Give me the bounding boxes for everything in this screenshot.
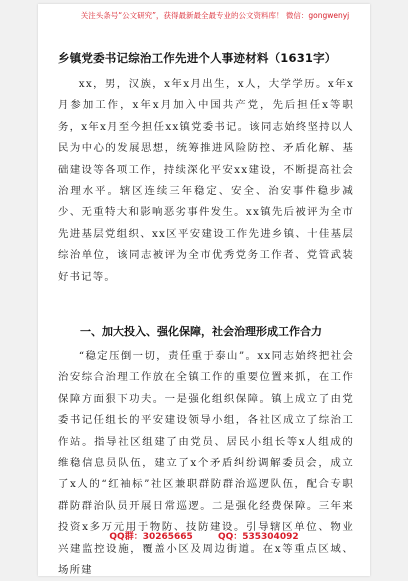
section-1-paragraph: “稳定压倒一切，责任重于泰山”。xx同志始终把社会治安综合治理工作放在全镇工作的重要位置来抓，在工作保障方面狠下功夫。一是强化组织保障。镇上成立了由党委书记任组长的平安建设领导小组，各社区成立了综治工作站。指导社区组建了由党员、居民小组长等x人组成的维稳信息员队伍，建立了x个矛盾纠纷调解委员会，成立了x人的“红袖标”社区兼职群防群治巡逻队伍，配合专职群防群治队员开展日常巡逻。二是强化经费保障。三年来投资x多万元用于物防、技防建设。引导辖区单位、物业兴建监控设施，覆盖小区及周边街道。在x等重点区域、场所建 — [58, 350, 354, 577]
qq-group-text: QQ群：30265665 — [109, 532, 193, 542]
intro-section — [58, 74, 354, 288]
qq-contact-text: QQ：535304092 — [217, 532, 299, 542]
document-title: 乡镇党委书记综治工作先进个人事迹材料（1631字） — [58, 51, 337, 65]
intro-paragraph: xx，男，汉族，x年x月出生，x人，大学学历。x年x月参加工作，x年x月加入中国共产党，先后担任x等职务，x年x月至今担任xx镇党委书记。该同志始终坚持以人民为中心的发展思想，统筹推进风险防控、矛盾化解、基础建设等各项工作，持续深化平安xx建设，不断提高社会治理水平。辖区连续三年稳定、安全、治安事件稳步减少、无重特大和影响恶劣事件发生。xx镇先后被评为全市先进基层党组织、xx区平安建设工作先进乡镇、十佳基层综治单位，该同志被评为全市优秀党务工作者、党管武装好书记等。 — [58, 78, 354, 283]
section-heading-1: 一、加大投入、强化保障，社会治理形成工作合力 — [80, 325, 322, 338]
contact-footer — [0, 529, 408, 549]
promo-banner: 关注头条号“公文研究”，获得最新最全最专业的公文资料库！ 微信：gongwenyj — [80, 11, 350, 20]
